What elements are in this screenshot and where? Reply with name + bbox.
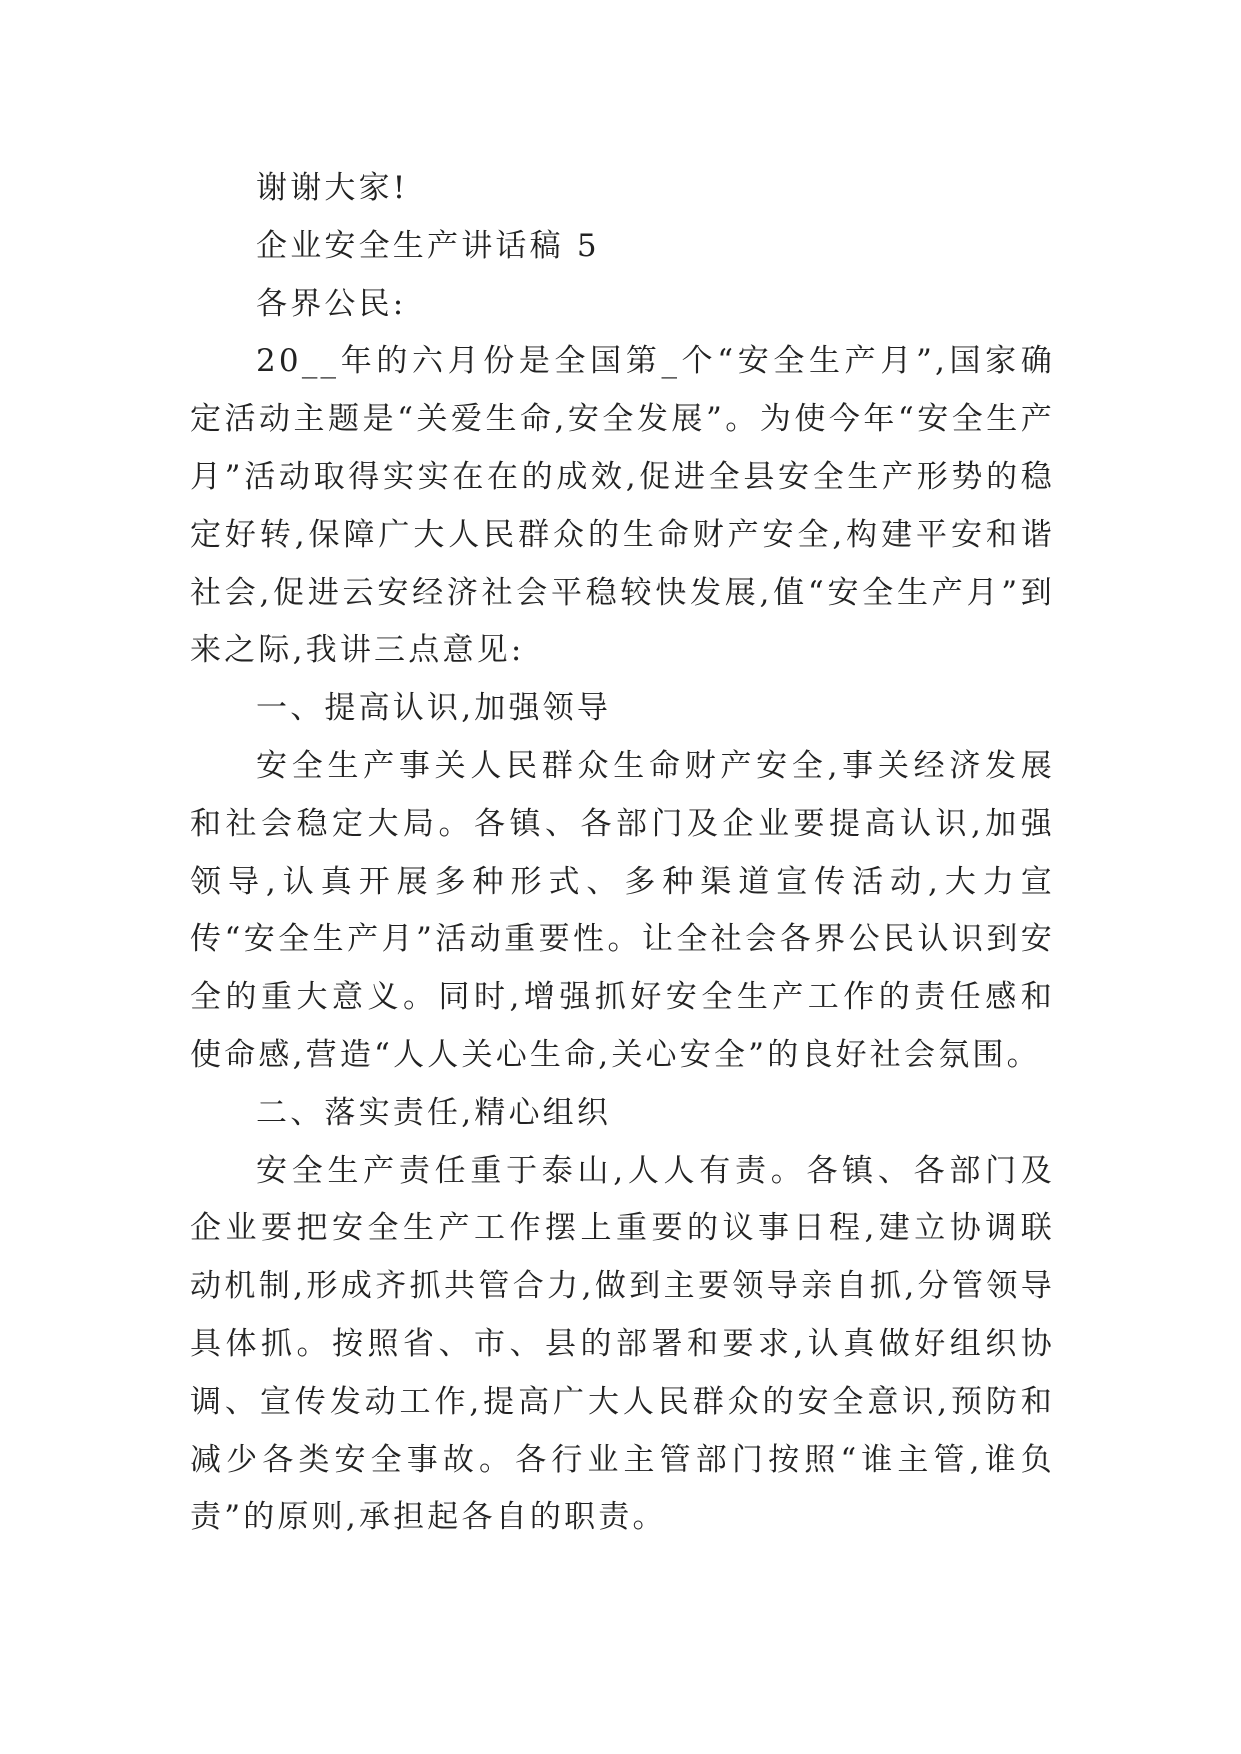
speech-title: 企业安全生产讲话稿 5 [256, 227, 600, 264]
document-body [190, 160, 1055, 1547]
intro-paragraph: 20__年的六月份是全国第_个“安全生产月”,国家确定活动主题是“关爱生命,安全发展”。为使今年“安全生产月”活动取得实实在在的成效,促进全县安全生产形势的稳定好转,保障广大人民群众的生命财产安全,构建平安和谐社会,促进云安经济社会平稳较快发展,值“安全生产月”到来之际,我讲三点意见: [190, 343, 1055, 669]
section-heading-2: 二、落实责任,精心组织 [256, 1094, 612, 1131]
salutation: 各界公民: [256, 285, 407, 322]
section-heading-1: 一、提高认识,加强领导 [256, 690, 612, 727]
section-body-2: 安全生产责任重于泰山,人人有责。各镇、各部门及企业要把安全生产工作摆上重要的议事日程,建立协调联动机制,形成齐抓共管合力,做到主要领导亲自抓,分管领导具体抓。按照省、市、县的部署和要求,认真做好组织协调、宣传发动工作,提高广大人民群众的安全意识,预防和减少各类安全事故。各行业主管部门按照“谁主管,谁负责”的原则,承担起各自的职责。 [190, 1152, 1055, 1536]
closing-thanks: 谢谢大家! [256, 170, 409, 206]
section-body-1: 安全生产事关人民群众生命财产安全,事关经济发展和社会稳定大局。各镇、各部门及企业要提高认识,加强领导,认真开展多种形式、多种渠道宣传活动,大力宣传“安全生产月”活动重要性。让全社会各界公民认识到安全的重大意义。同时,增强抓好安全生产工作的责任感和使命感,营造“人人关心生命,关心安全”的良好社会氛围。 [190, 747, 1055, 1073]
